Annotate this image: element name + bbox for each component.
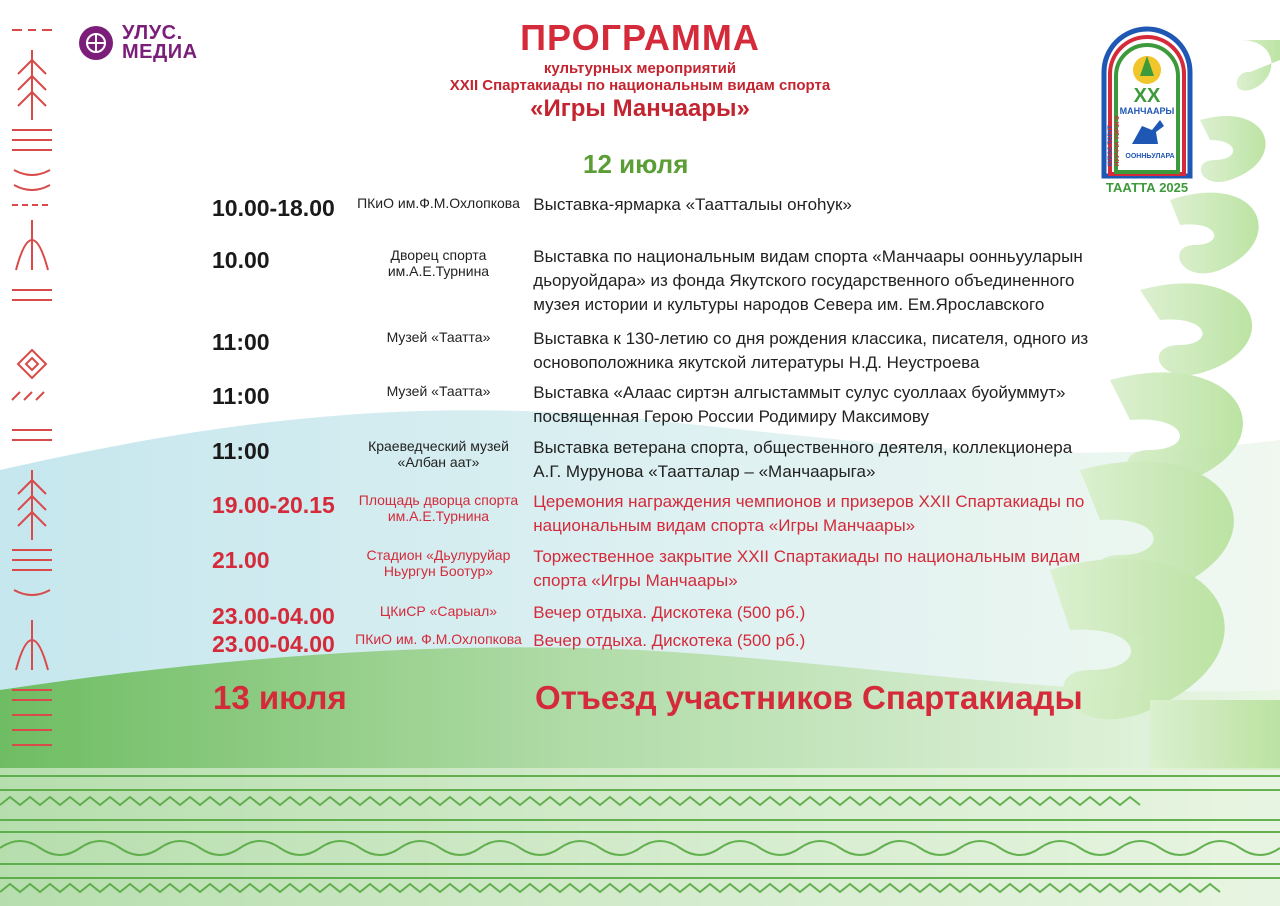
event-place: ПКиО им. Ф.М.Охлопкова (355, 631, 522, 647)
departure-notice (213, 678, 1093, 718)
event-description: Вечер отдыха. Дискотека (500 рб.) (533, 603, 806, 622)
schedule-row (212, 193, 1092, 245)
event-time: 23.00-04.00 (212, 631, 335, 657)
event-description: Торжественное закрытие XXII Спартакиады по национальным видам спорта «Игры Манчаары» (533, 547, 1081, 590)
event-time: 11:00 (212, 383, 270, 409)
schedule-row (212, 490, 1092, 545)
event-description: Выставка «Алаас сиртэн алгыстаммыт сулус суоллаах буойуммут» посвященная Герою России Родимиру Максимову (533, 383, 1066, 426)
schedule-row (212, 629, 1092, 669)
schedule-row (212, 601, 1092, 629)
event-description: Выставка к 130-летию со дня рождения классика, писателя, одного из основоположника якутской литературы Н.Д. Неустроева (533, 329, 1089, 372)
event-time: 19.00-20.15 (212, 492, 335, 518)
event-time: 10.00-18.00 (212, 195, 335, 221)
logo-word2: ООННЬУЛАРА (1125, 153, 1175, 160)
subtitle-line1: культурных мероприятий (543, 60, 737, 77)
logo-side-text2: НУУЧЧА ТЭРЭГЭ (1115, 115, 1121, 166)
brand-logo (78, 24, 198, 62)
event-place: Дворец спорта им.А.Е.Турнина (387, 247, 490, 279)
bottom-ornament-band (0, 768, 1280, 906)
event-place: Стадион «Дьулуруйар Ньургун Боотур» (366, 547, 511, 579)
logo-footer: ТААТТА 2025 (1105, 180, 1189, 195)
schedule-row (212, 327, 1092, 381)
logo-word1: МАНЧААРЫ (1119, 106, 1175, 116)
schedule-row (212, 245, 1092, 327)
subtitle-line2: XXII Спартакиады по национальным видам спорта (449, 77, 831, 94)
date-heading: 12 июля (583, 149, 689, 179)
event-time: 21.00 (212, 547, 270, 573)
event-description: Церемония награждения чемпионов и призеров XXII Спартакиады по национальным видам спорта «Игры Манчаары» (533, 492, 1085, 535)
event-time: 11:00 (212, 329, 270, 355)
event-place: Музей «Таатта» (386, 329, 491, 345)
event-time: 10.00 (212, 247, 270, 273)
spartakiad-logo (1100, 26, 1194, 196)
event-place: Площадь дворца спорта им.А.Е.Турнина (358, 492, 519, 524)
logo-side-text1: КҮРЭС ТӨРҮТ (1108, 125, 1114, 166)
schedule-row (212, 436, 1092, 490)
final-date: 13 июля (213, 679, 347, 716)
logo-numeral: XX (1133, 85, 1161, 107)
final-text: Отъезд участников Спартакиады (535, 679, 1083, 716)
brand-line2: МЕДИА (122, 41, 198, 63)
event-description: Выставка ветерана спорта, общественного деятеля, коллекционера А.Г. Мурунова «Тааттaлар – «Манчаарыга» (533, 438, 1073, 481)
event-place: Музей «Таатта» (386, 383, 491, 399)
event-description: Выставка по национальным видам спорта «Манчаары оонньууларын дьоруойдара» из фонда Якутского государственного объединенного музея истории и культуры народов Севера им. Ем.Ярославского (533, 247, 1083, 314)
schedule-row (212, 545, 1092, 601)
schedule-list (212, 193, 1092, 669)
brand-line1: УЛУС. (122, 22, 183, 44)
event-place: ПКиО им.Ф.М.Охлопкова (357, 195, 520, 211)
event-time: 11:00 (212, 438, 270, 464)
event-description: Вечер отдыха. Дискотека (500 рб.) (533, 631, 806, 650)
schedule-row (212, 381, 1092, 436)
event-place: Краеведческий музей «Албан аат» (368, 438, 509, 470)
event-place: ЦКиСР «Сарыал» (379, 603, 498, 619)
page-title: ПРОГРАММА (520, 17, 760, 58)
ulus-media-icon (78, 25, 114, 61)
event-time: 23.00-04.00 (212, 603, 335, 629)
event-description: Выставка-ярмарка «Таатталыы оҥоһук» (533, 195, 852, 214)
subtitle-line3: «Игры Манчаары» (530, 95, 750, 122)
program-header (340, 16, 940, 124)
left-ornament-strip (8, 20, 56, 760)
